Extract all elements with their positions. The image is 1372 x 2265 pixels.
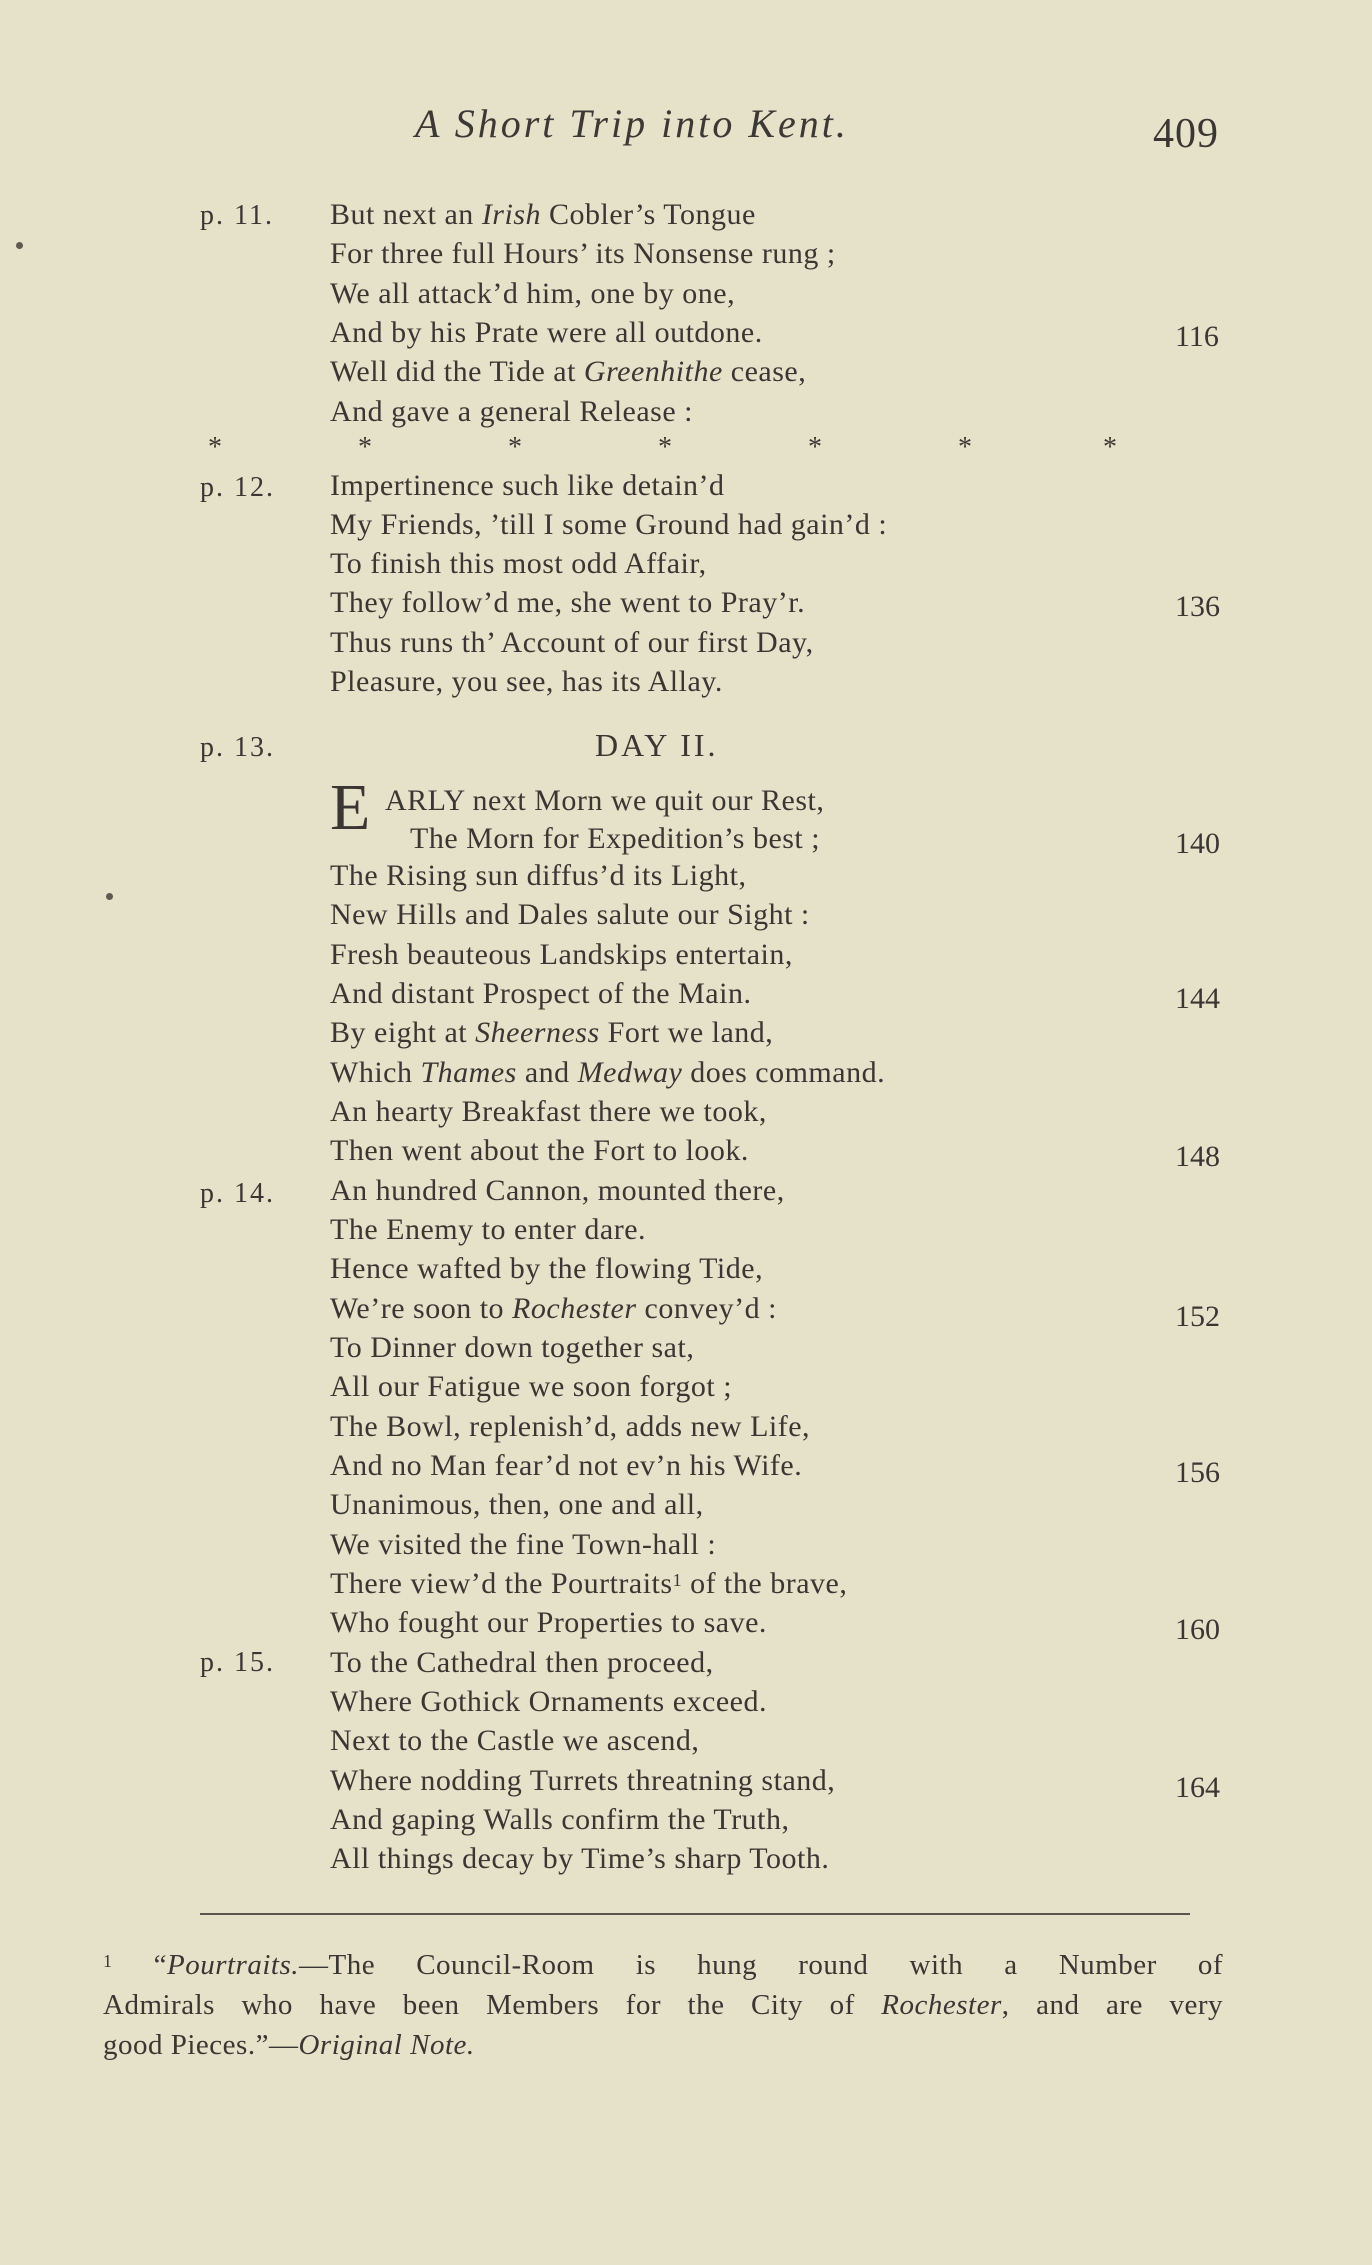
verse-line: And no Man fear’d not ev’n his Wife. — [330, 1449, 803, 1482]
verse-line: The Rising sun diffus’d its Light, — [330, 859, 747, 892]
margin-page-ref: p. 14. — [200, 1178, 275, 1209]
line-number: 136 — [1175, 590, 1220, 623]
margin-page-ref: p. 11. — [200, 200, 274, 231]
footnote-marker: 1 — [103, 1951, 113, 1971]
verse-line: Well did the Tide at Greenhithe cease, — [330, 355, 807, 388]
margin-page-ref: p. 12. — [200, 472, 275, 503]
verse-line: The Bowl, replenish’d, adds new Life, — [330, 1410, 811, 1443]
margin-page-ref: p. 13. — [200, 732, 275, 763]
verse-line: An hundred Cannon, mounted there, — [330, 1174, 785, 1207]
verse-line: And by his Prate were all outdone. — [330, 316, 763, 349]
verse-line: Next to the Castle we ascend, — [330, 1724, 700, 1757]
verse-line: All things decay by Time’s sharp Tooth. — [330, 1842, 830, 1875]
verse-line: For three full Hours’ its Nonsense rung ; — [330, 237, 836, 270]
verse-line: They follow’d me, she went to Pray’r. — [330, 586, 806, 619]
drop-cap: E — [330, 771, 371, 844]
verse-line: Pleasure, you see, has its Allay. — [330, 665, 723, 698]
verse-line: And gaping Walls confirm the Truth, — [330, 1803, 790, 1836]
verse-line: There view’d the Pourtraits$^1$ of the brave, — [330, 1567, 848, 1600]
footnote — [103, 1945, 1223, 2065]
verse-line: Where Gothick Ornaments exceed. — [330, 1685, 767, 1718]
verse-line: All our Fatigue we soon forgot ; — [330, 1370, 733, 1403]
verse-line: To Dinner down together sat, — [330, 1331, 695, 1364]
verse-line: To finish this most odd Affair, — [330, 547, 707, 580]
verse-line: Which Thames and Medway does command. — [330, 1056, 886, 1089]
verse-line: We’re soon to Rochester convey’d : — [330, 1292, 777, 1325]
star: * — [958, 432, 972, 463]
line-number: 160 — [1175, 1613, 1220, 1646]
verse-line: The Morn for Expedition’s best ; — [410, 822, 821, 855]
verse-line: Then went about the Fort to look. — [330, 1134, 749, 1167]
footnote-ref: 1 — [672, 1570, 683, 1590]
verse-line: New Hills and Dales salute our Sight : — [330, 898, 810, 931]
star: * — [808, 432, 822, 463]
verse-line: Impertinence such like detain’d — [330, 469, 725, 502]
section-heading: DAY II. — [595, 727, 719, 763]
line-number: 144 — [1175, 982, 1220, 1015]
verse-line: Where nodding Turrets threatning stand, — [330, 1764, 836, 1797]
asterism-separator — [200, 432, 1130, 462]
footnote-line: Admirals who have been Members for the City of Rochester, and are very — [103, 1989, 1223, 2021]
line-number: 148 — [1175, 1140, 1220, 1173]
line-number: 116 — [1175, 320, 1219, 353]
star: * — [658, 432, 672, 463]
footnote-rule — [200, 1913, 1190, 1915]
running-title: A Short Trip into Kent. — [415, 101, 849, 146]
line-number: 164 — [1175, 1771, 1220, 1804]
verse-line: The Enemy to enter dare. — [330, 1213, 647, 1246]
verse-line: Thus runs th’ Account of our first Day, — [330, 626, 814, 659]
margin-page-ref: p. 15. — [200, 1647, 275, 1678]
footnote-line: good Pieces.”—Original Note. — [103, 2029, 475, 2061]
verse-line: And gave a general Release : — [330, 395, 693, 428]
star: * — [1103, 432, 1117, 463]
footnote-line: $^1$ “Pourtraits.—The Council-Room is hung round with a Number of — [103, 1949, 1224, 1981]
verse-line: Fresh beauteous Landskips entertain, — [330, 938, 793, 971]
verse-line: My Friends, ’till I some Ground had gain’d : — [330, 508, 888, 541]
verse-line: We all attack’d him, one by one, — [330, 277, 736, 310]
star: * — [358, 432, 372, 463]
verse-line: Who fought our Properties to save. — [330, 1606, 767, 1639]
verse-line: And distant Prospect of the Main. — [330, 977, 752, 1010]
paper-speck — [106, 893, 113, 900]
paper-speck — [16, 242, 23, 249]
line-number: 140 — [1175, 827, 1220, 860]
verse-line: ARLY next Morn we quit our Rest, — [385, 784, 825, 817]
verse-line: Unanimous, then, one and all, — [330, 1488, 704, 1521]
verse-line: By eight at Sheerness Fort we land, — [330, 1016, 774, 1049]
star: * — [508, 432, 522, 463]
verse-line: An hearty Breakfast there we took, — [330, 1095, 767, 1128]
line-number: 156 — [1175, 1456, 1220, 1489]
page-number: 409 — [1153, 111, 1219, 157]
verse-line: But next an Irish Cobler’s Tongue — [330, 198, 756, 231]
footnote-term: Pourtraits. — [167, 1949, 299, 1981]
verse-line: We visited the fine Town-hall : — [330, 1528, 717, 1561]
line-number: 152 — [1175, 1300, 1220, 1333]
verse-line: Hence wafted by the flowing Tide, — [330, 1252, 764, 1285]
verse-line: To the Cathedral then proceed, — [330, 1646, 714, 1679]
star: * — [208, 432, 222, 463]
